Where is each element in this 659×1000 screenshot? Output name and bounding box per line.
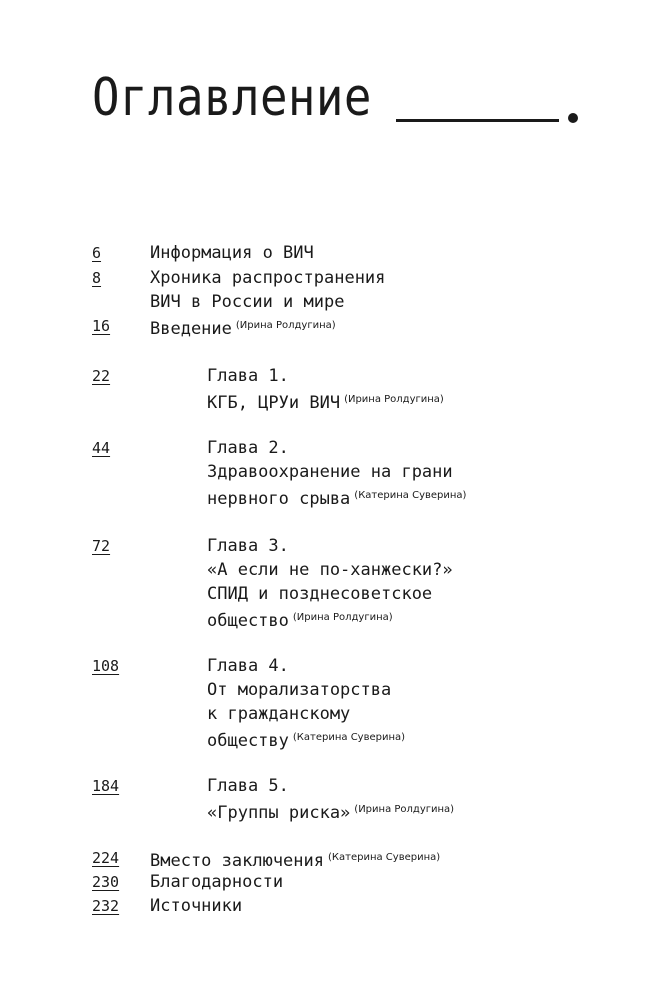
toc-entry-title[interactable]: Информация о ВИЧ [150, 243, 314, 263]
toc-page-number[interactable]: 232 [92, 897, 120, 915]
toc-chapter-label[interactable]: Глава 5. [207, 776, 289, 796]
toc-entry-title: общество [207, 611, 289, 631]
toc-entry-title[interactable]: Здравоохранение на грани [207, 462, 453, 482]
page-title: Оглавление [92, 68, 372, 128]
toc-page-number[interactable]: 230 [92, 873, 120, 891]
toc-entry-author: (Ирина Ролдугина) [235, 320, 336, 331]
toc-page-number[interactable]: 16 [92, 317, 111, 335]
toc-entry-title: «Группы риска» [207, 803, 351, 823]
toc-entry-author: (Ирина Ролдугина) [292, 612, 393, 623]
toc-entry-title: обществу [207, 731, 289, 751]
toc-entry[interactable] [207, 727, 405, 752]
toc-page-number[interactable]: 184 [92, 777, 120, 795]
toc-page-number[interactable]: 72 [92, 537, 111, 555]
toc-entry-title[interactable]: Источники [150, 896, 243, 916]
toc-entry-title[interactable]: Хроника распространения [150, 268, 386, 288]
toc-entry-title: КГБ, ЦРУи ВИЧ [207, 393, 341, 413]
toc-page-number[interactable]: 8 [92, 269, 102, 287]
toc-entry[interactable] [150, 847, 440, 872]
toc-entry[interactable] [207, 799, 454, 824]
title-underline-rule [396, 119, 559, 122]
toc-entry-title: Введение [150, 319, 232, 339]
toc-page-number[interactable]: 6 [92, 244, 102, 262]
toc-entry[interactable] [207, 389, 444, 414]
toc-chapter-label[interactable]: Глава 4. [207, 656, 289, 676]
toc-entry-author: (Катерина Суверина) [292, 732, 406, 743]
title-dot [568, 113, 578, 123]
toc-page-number[interactable]: 22 [92, 367, 111, 385]
toc-entry-title[interactable]: Благодарности [150, 872, 284, 892]
toc-page-number[interactable]: 108 [92, 657, 120, 675]
toc-entry-title: нервного срыва [207, 489, 351, 509]
toc-chapter-label[interactable]: Глава 2. [207, 438, 289, 458]
toc-page-number[interactable]: 44 [92, 439, 111, 457]
toc-entry-author: (Ирина Ролдугина) [344, 394, 444, 405]
toc-entry-title[interactable]: От морализаторства [207, 680, 392, 700]
toc-entry[interactable] [150, 315, 336, 340]
toc-entry-title[interactable]: ВИЧ в России и мире [150, 292, 345, 312]
toc-chapter-label[interactable]: Глава 1. [207, 366, 289, 386]
toc-entry-title[interactable]: «А если не по-ханжески?» [207, 560, 453, 580]
toc-entry-title[interactable]: к гражданскому [207, 704, 351, 724]
toc-entry-author: (Ирина Ролдугина) [354, 804, 455, 815]
toc-entry-title: Вместо заключения [150, 851, 324, 871]
toc-entry[interactable] [207, 485, 466, 510]
toc-page-number[interactable]: 224 [92, 849, 120, 867]
toc-entry-author: (Катерина Суверина) [328, 852, 441, 863]
toc-entry-author: (Катерина Суверина) [354, 490, 467, 501]
toc-chapter-label[interactable]: Глава 3. [207, 536, 289, 556]
toc-entry-title[interactable]: СПИД и позднесоветское [207, 584, 433, 604]
toc-entry[interactable] [207, 607, 393, 632]
